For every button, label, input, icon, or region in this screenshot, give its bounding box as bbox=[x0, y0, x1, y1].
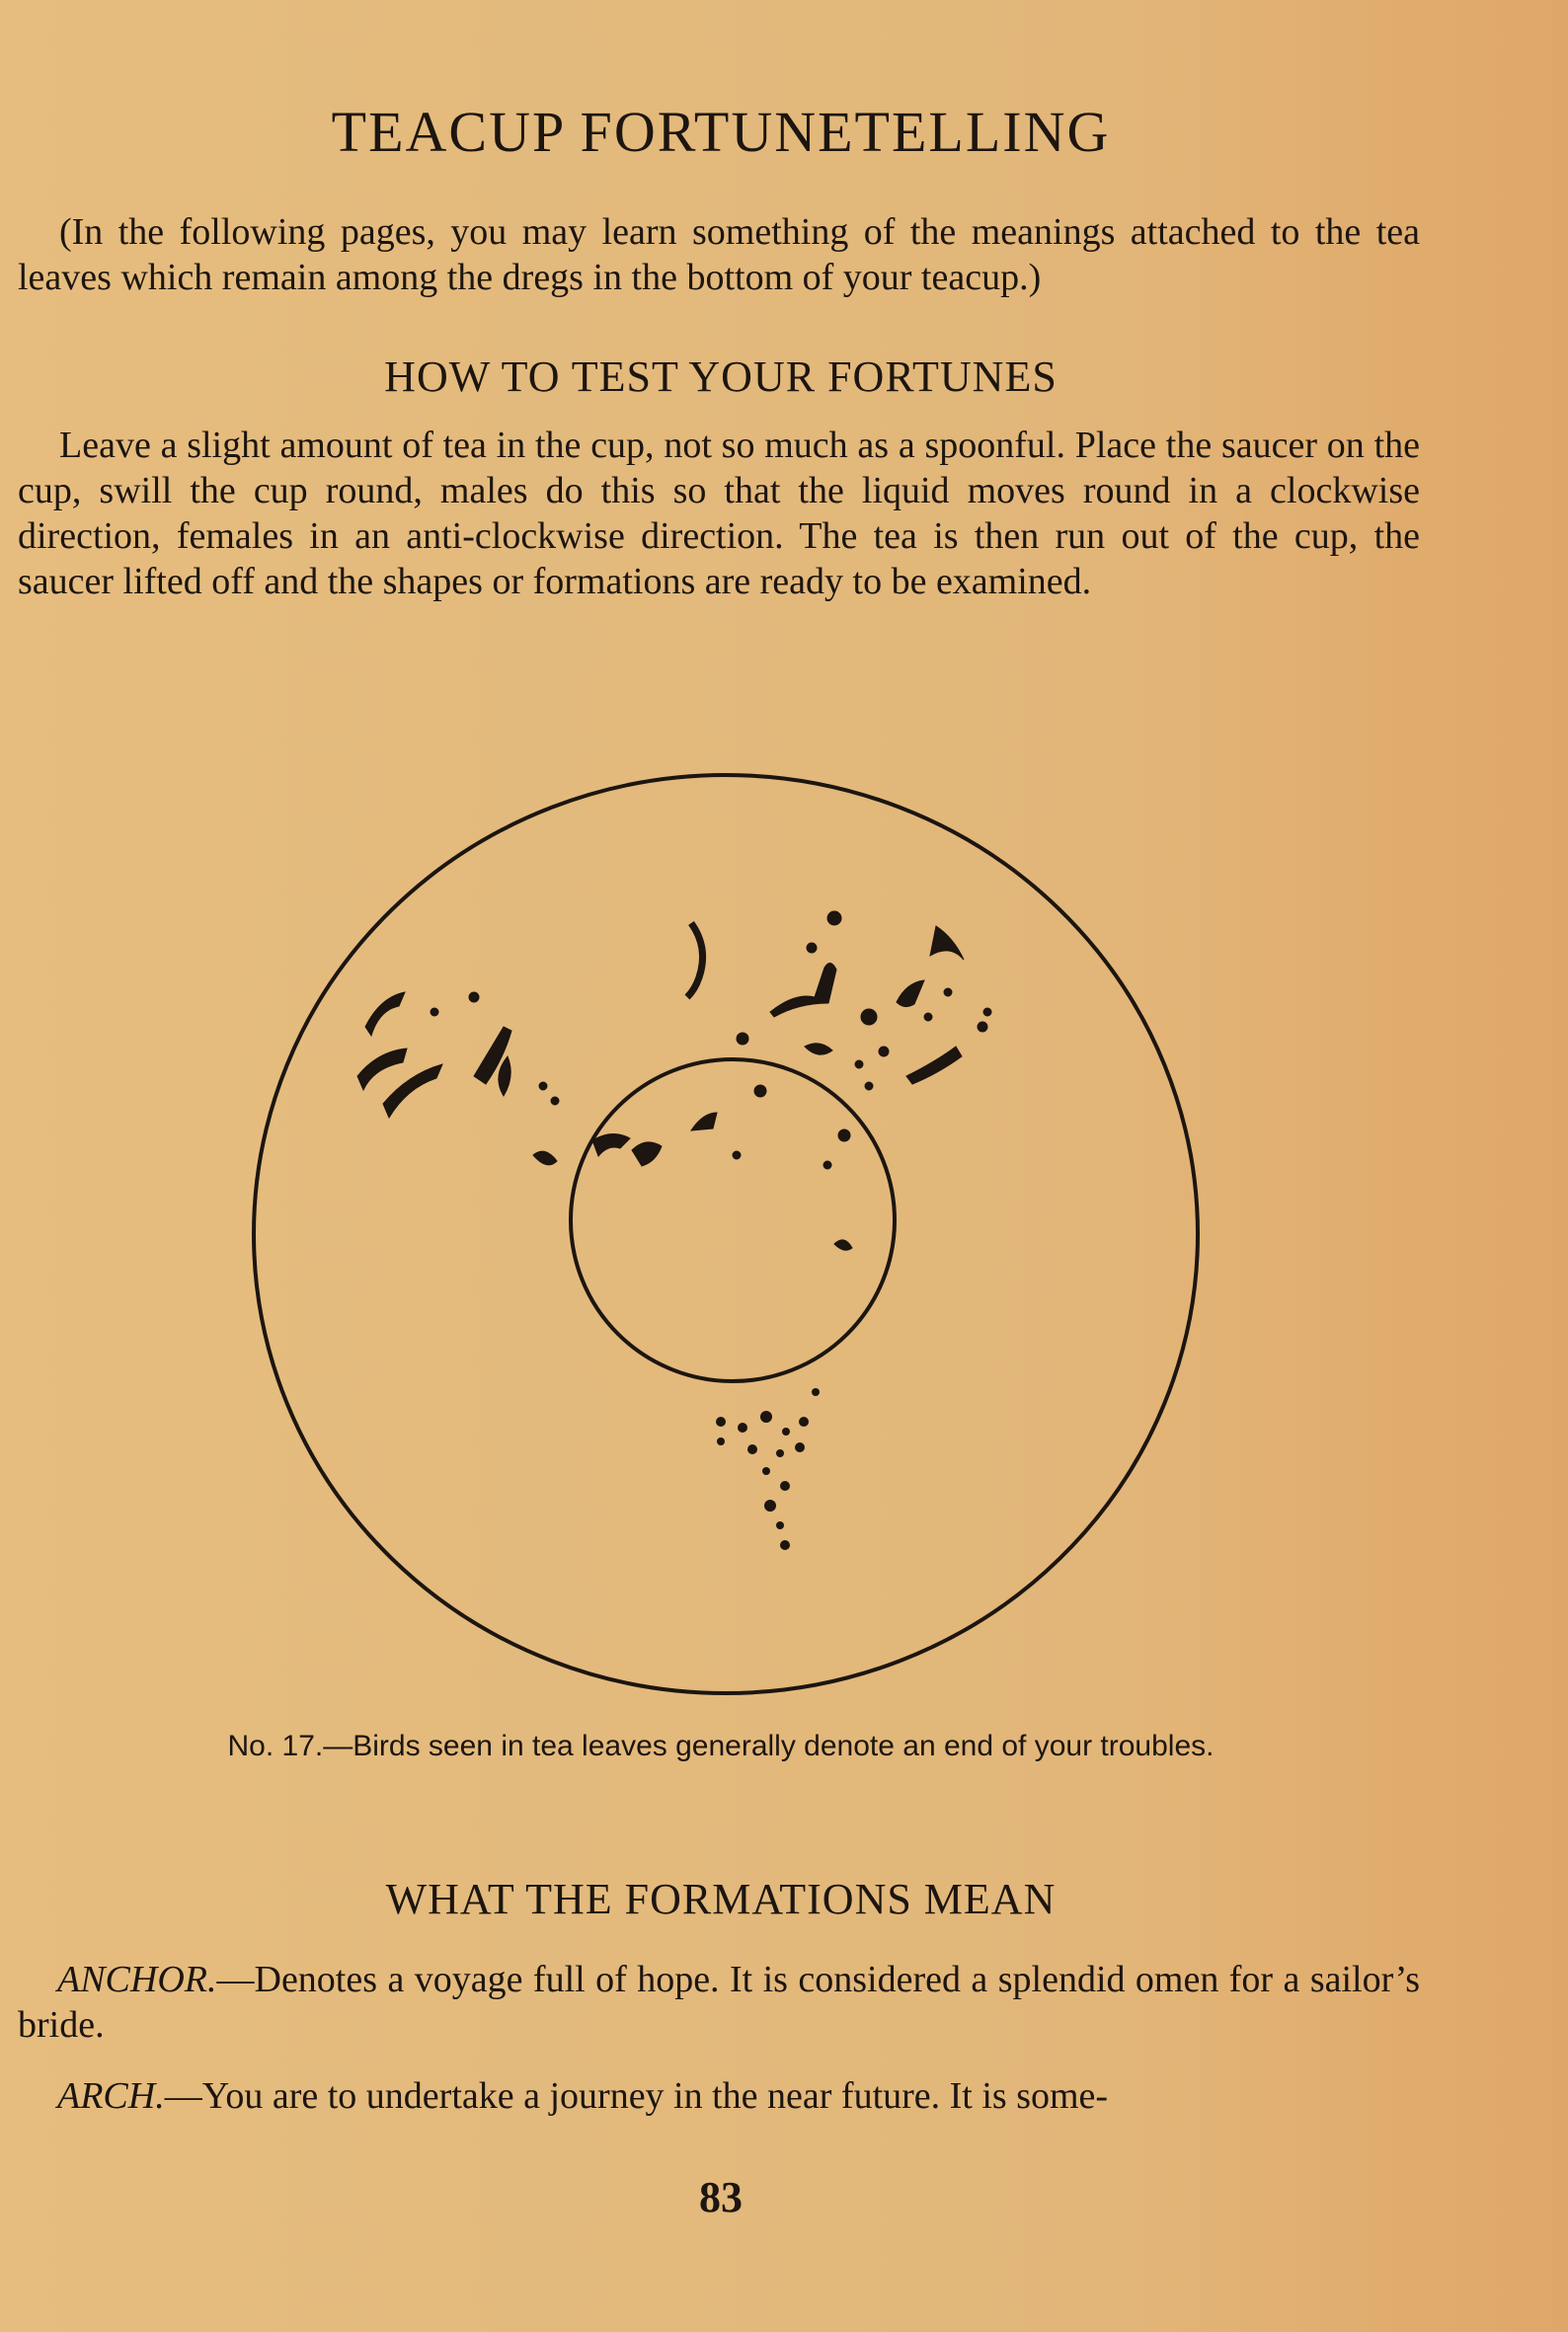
page-title: TEACUP FORTUNETELLING bbox=[331, 100, 1111, 164]
figure-caption: No. 17.—Birds seen in tea leaves generally denote an end of your troubles. bbox=[227, 1730, 1215, 1762]
entry-text: —You are to undertake a journey in the near future. It is some- bbox=[164, 2075, 1109, 2117]
cup-inner-bottom bbox=[571, 1059, 895, 1381]
section-heading-test-fortunes: HOW TO TEST YOUR FORTUNES bbox=[384, 352, 1058, 401]
page-number: 83 bbox=[699, 2173, 743, 2221]
tea-leaf-birds-left bbox=[357, 992, 559, 1165]
section-heading-formations: WHAT THE FORMATIONS MEAN bbox=[385, 1875, 1057, 1923]
intro-paragraph: (In the following pages, you may learn something of the meanings attached to the tea leaves which remain among the dregs in the bottom of your teacup.) bbox=[18, 211, 1420, 298]
tea-leaf-birds-center bbox=[592, 1085, 852, 1250]
entry-anchor bbox=[18, 1957, 1420, 2048]
entry-text: —Denotes a voyage full of hope. It is considered a splendid omen for a sailor’s bride. bbox=[18, 1959, 1420, 2046]
entry-term: ARCH. bbox=[57, 2075, 165, 2117]
entry-term: ANCHOR. bbox=[57, 1959, 217, 2000]
tea-leaf-specks-bottom bbox=[716, 1388, 820, 1550]
entry-arch bbox=[18, 2073, 1420, 2119]
teacup-illustration bbox=[0, 750, 1442, 1718]
tea-leaf-birds-upper-right bbox=[687, 911, 991, 1090]
instructions-paragraph: Leave a slight amount of tea in the cup, not so much as a spoonful. Place the saucer on the cup, swill the cup round, males do this so that the liquid moves round in a clockwise direction, females in an anti-clockwise direction. The tea is then run out of the cup, the saucer lifted off and the shapes or formations are ready to be examined. bbox=[18, 425, 1420, 602]
cup-outer-rim bbox=[254, 775, 1198, 1693]
